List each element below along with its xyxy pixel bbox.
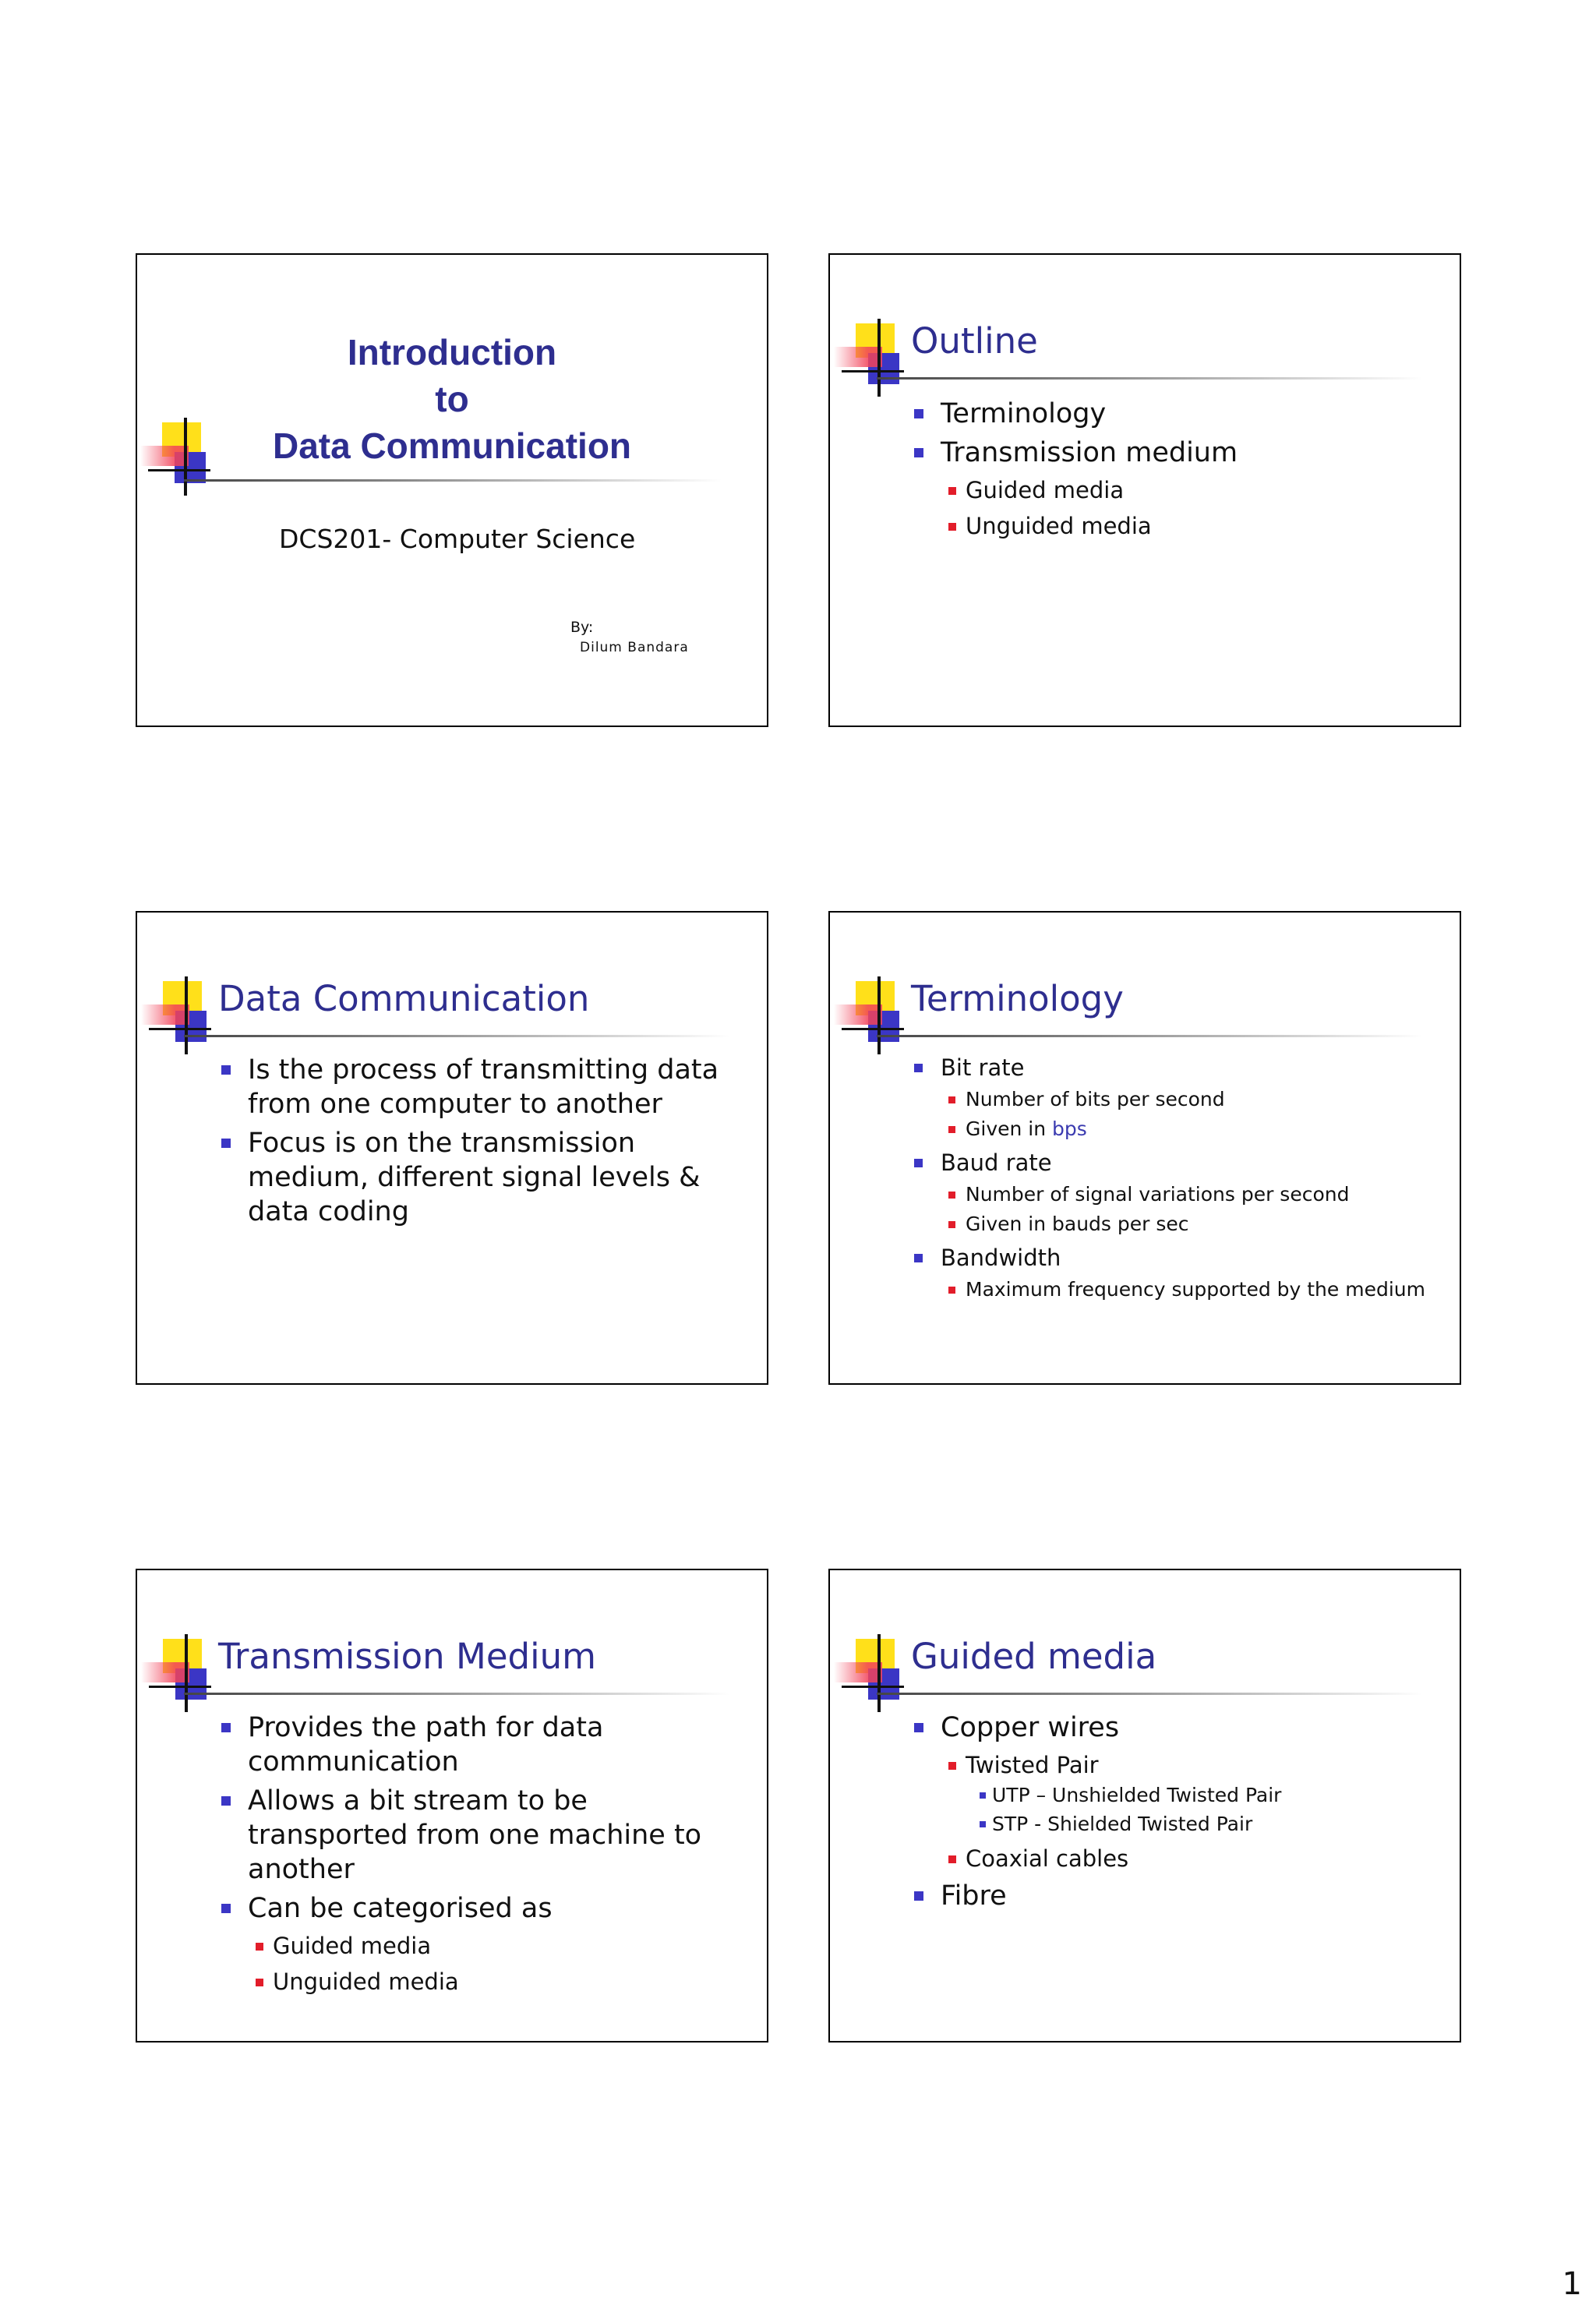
slide-logo-icon [834, 981, 904, 1059]
sub-bullet-item: Twisted Pair [914, 1749, 1452, 1781]
bullet-item: Fibre [914, 1879, 1452, 1913]
sub-bullet-item: Number of signal variations per second [914, 1181, 1452, 1209]
title-rule [877, 1693, 1422, 1695]
author-name: Dilum Bandara [580, 640, 689, 655]
bullet-item: Bandwidth [914, 1243, 1452, 1273]
sub-bullet-item: Coaxial cables [914, 1843, 1452, 1874]
presentation-title [137, 329, 767, 469]
slide-title: Outline [911, 320, 1038, 362]
slide-title: Terminology [911, 978, 1124, 1019]
course-subtitle: DCS201- Computer Science [279, 524, 636, 554]
title-line-3: Data Communication [272, 425, 632, 466]
sub-bullet-text: Given in [966, 1117, 1047, 1140]
sub-sub-bullet-item: STP - Shielded Twisted Pair [914, 1809, 1452, 1838]
slide-4-terminology [828, 911, 1461, 1385]
bullet-item: Focus is on the transmission medium, different signal levels & data coding [221, 1126, 751, 1229]
bullet-item: Copper wires [914, 1711, 1452, 1745]
sub-bullet-item [914, 1115, 1452, 1143]
by-label: By: [570, 619, 594, 636]
sub-bullet-item: Guided media [221, 1930, 728, 1961]
slide-5-transmission-medium [136, 1569, 768, 2042]
bullet-list [914, 1711, 1452, 1918]
bullet-item: Baud rate [914, 1148, 1452, 1177]
highlight-term: bps [1052, 1117, 1087, 1140]
sub-sub-bullet-item: UTP – Unshielded Twisted Pair [914, 1781, 1452, 1809]
bullet-item: Is the process of transmitting data from one computer to another [221, 1053, 751, 1121]
bullet-list [914, 397, 1444, 546]
sub-bullet-item: Unguided media [914, 510, 1444, 542]
sub-bullet-item: Unguided media [221, 1966, 728, 1997]
bullet-item: Bit rate [914, 1053, 1452, 1082]
bullet-list [221, 1053, 751, 1234]
title-rule [877, 377, 1422, 380]
title-rule [184, 1693, 729, 1695]
slide-title: Guided media [911, 1636, 1157, 1677]
slide-logo-icon [834, 1639, 904, 1717]
title-line-1: Introduction [347, 332, 557, 372]
slide-logo-icon [834, 323, 904, 401]
bullet-list [914, 1053, 1452, 1305]
title-rule [184, 479, 722, 482]
slide-2-outline [828, 253, 1461, 727]
slide-logo-icon [141, 1639, 211, 1717]
bullet-list [221, 1711, 728, 2002]
sub-bullet-item: Given in bauds per sec [914, 1210, 1452, 1238]
title-line-2: to [435, 379, 469, 419]
title-rule [877, 1035, 1422, 1037]
slide-1-title [136, 253, 768, 727]
slide-title: Data Communication [218, 978, 590, 1019]
slide-6-guided-media [828, 1569, 1461, 2042]
title-rule [184, 1035, 729, 1037]
slide-3-data-communication [136, 911, 768, 1385]
sub-bullet-item: Number of bits per second [914, 1086, 1452, 1114]
slide-title: Transmission Medium [218, 1636, 596, 1677]
bullet-item: Can be categorised as [221, 1891, 728, 1926]
bullet-item: Transmission medium [914, 436, 1444, 470]
page-number: 1 [1562, 2266, 1582, 2302]
bullet-item: Allows a bit stream to be transported from one machine to another [221, 1784, 728, 1887]
bullet-item: Terminology [914, 397, 1444, 431]
sub-bullet-item: Guided media [914, 475, 1444, 506]
bullet-item: Provides the path for data communication [221, 1711, 728, 1779]
sub-bullet-item: Maximum frequency supported by the medium [914, 1276, 1452, 1304]
slide-logo-icon [141, 981, 211, 1059]
